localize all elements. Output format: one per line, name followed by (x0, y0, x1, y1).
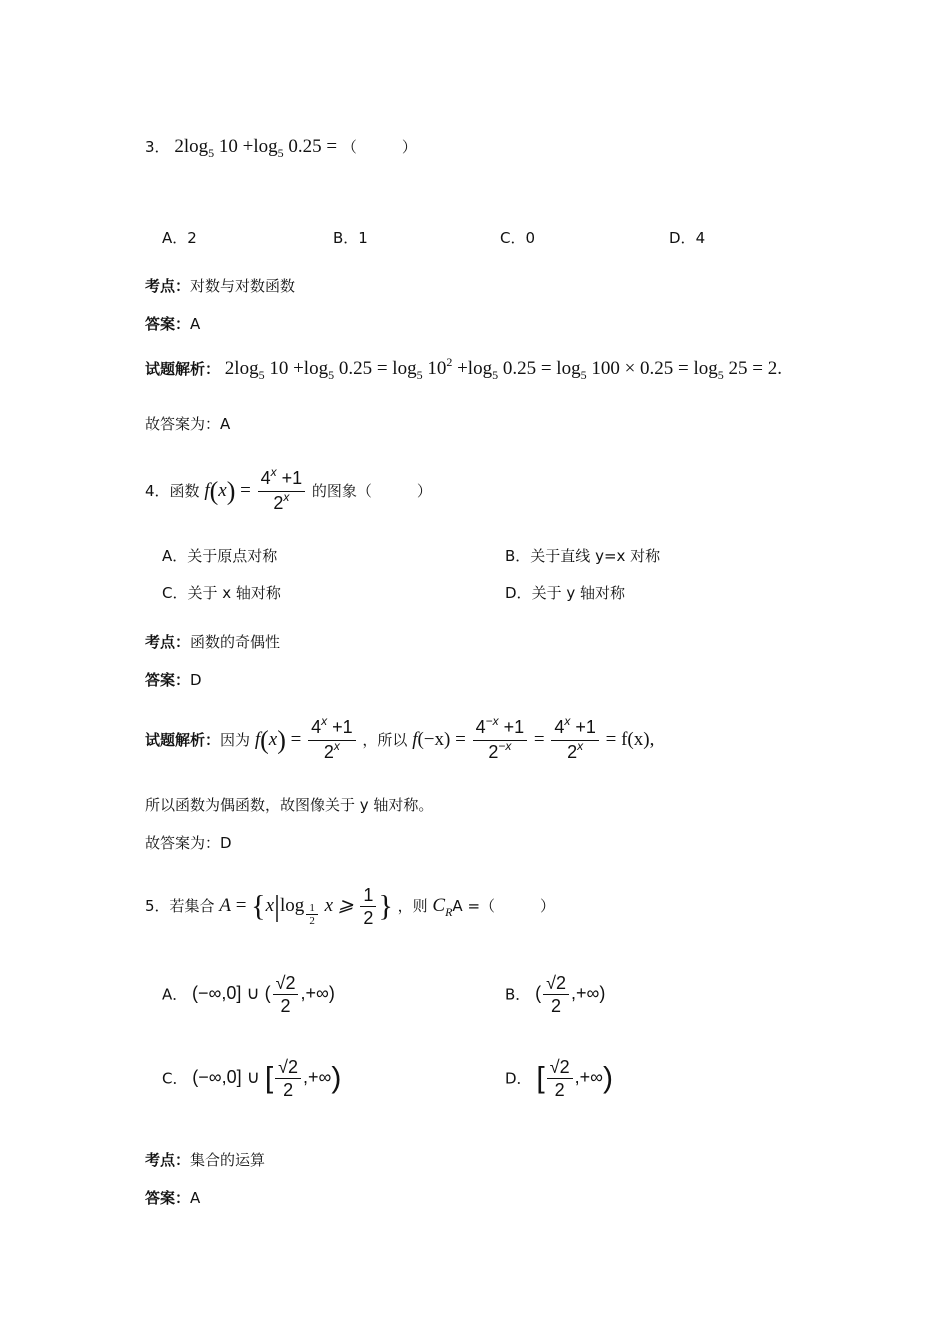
q4-option-d: D．关于 y 轴对称 (505, 584, 625, 602)
q4-function: f(x) = $\frac{4^x +1}{2^x}$ (204, 480, 312, 501)
q3-option-a: A．2 (162, 229, 197, 247)
q3-option-b: B．1 (333, 229, 368, 247)
q4-conclusion: 故答案为：D (145, 834, 232, 852)
q3-expression: $2\log_5$ $10 +\log_5$ 0.25 = (174, 136, 338, 160)
q3-conclusion: 故答案为：A (145, 415, 231, 433)
q5-option-a: A． (−∞,0] ∪ ( $\frac{√2}{2}$ ,+∞) (162, 973, 335, 1016)
q3-analysis-expression: $2\log_5$ $10 +\log_5$ $0.25 = \log_5 10^2 +\log_5$ $0.25 = \log_5 100 \times 0.25 = \log_5 25 = 2$. (224, 355, 783, 382)
q4-fraction: $\frac{4^x +1}{2^x}$ (258, 467, 306, 516)
q4-option-c: C．关于 x 轴对称 (162, 584, 281, 602)
q5-option-c: C． (−∞,0] ∪ [ $\frac{√2}{2}$ ,+∞) (162, 1057, 342, 1100)
q4-option-a: A．关于原点对称 (162, 547, 278, 565)
q5-option-d: D． [ $\frac{√2}{2}$ ,+∞) (505, 1057, 613, 1100)
q3-blank: （ ） (341, 138, 417, 156)
q3-option-c: C．0 (500, 229, 536, 247)
q4-option-b: B．关于直线 y=x 对称 (505, 547, 661, 565)
q4-analysis-line2: 所以函数为偶函数，故图像关于 y 轴对称。 (145, 796, 434, 814)
q5-answer: 答案：A (145, 1189, 201, 1207)
q3-number: 3． (145, 138, 170, 156)
q3-kaodian: 考点：对数与对数函数 (145, 277, 296, 295)
q5-stem: 5．若集合 A = {x|log $\frac{1}{2}$ x ⩾ $\frac{1}{2}$ } ，则 $C_RA$ =（ ） (145, 885, 556, 928)
q4-analysis: 试题解析：因为 f(x) = $\frac{4^x +1}{2^x}$ ，所以 f(−x) = $\frac{4^{-x} +1}{2^{-x}}$ = $\frac{4^x +1}{2^x}$ = f(x), (145, 714, 655, 762)
q3-option-d: D．4 (669, 229, 706, 247)
q5-kaodian: 考点：集合的运算 (145, 1151, 266, 1169)
q4-kaodian: 考点：函数的奇偶性 (145, 633, 281, 651)
q5-option-b: B． ( $\frac{√2}{2}$ ,+∞) (505, 973, 606, 1016)
q4-stem: 4．函数 f(x) = $\frac{4^x +1}{2^x}$ 的图象（ ） (145, 467, 432, 516)
q4-answer: 答案：D (145, 671, 202, 689)
q3-stem (145, 136, 417, 158)
q3-answer: 答案：A (145, 315, 201, 333)
q3-analysis: 试题解析： $2\log_5$ $10 +\log_5$ $0.25 = \log_5 10^2 +\log_5$ $0.25 = \log_5 100 \times 0.25 = \log_5 25 = 2$. (145, 355, 783, 382)
